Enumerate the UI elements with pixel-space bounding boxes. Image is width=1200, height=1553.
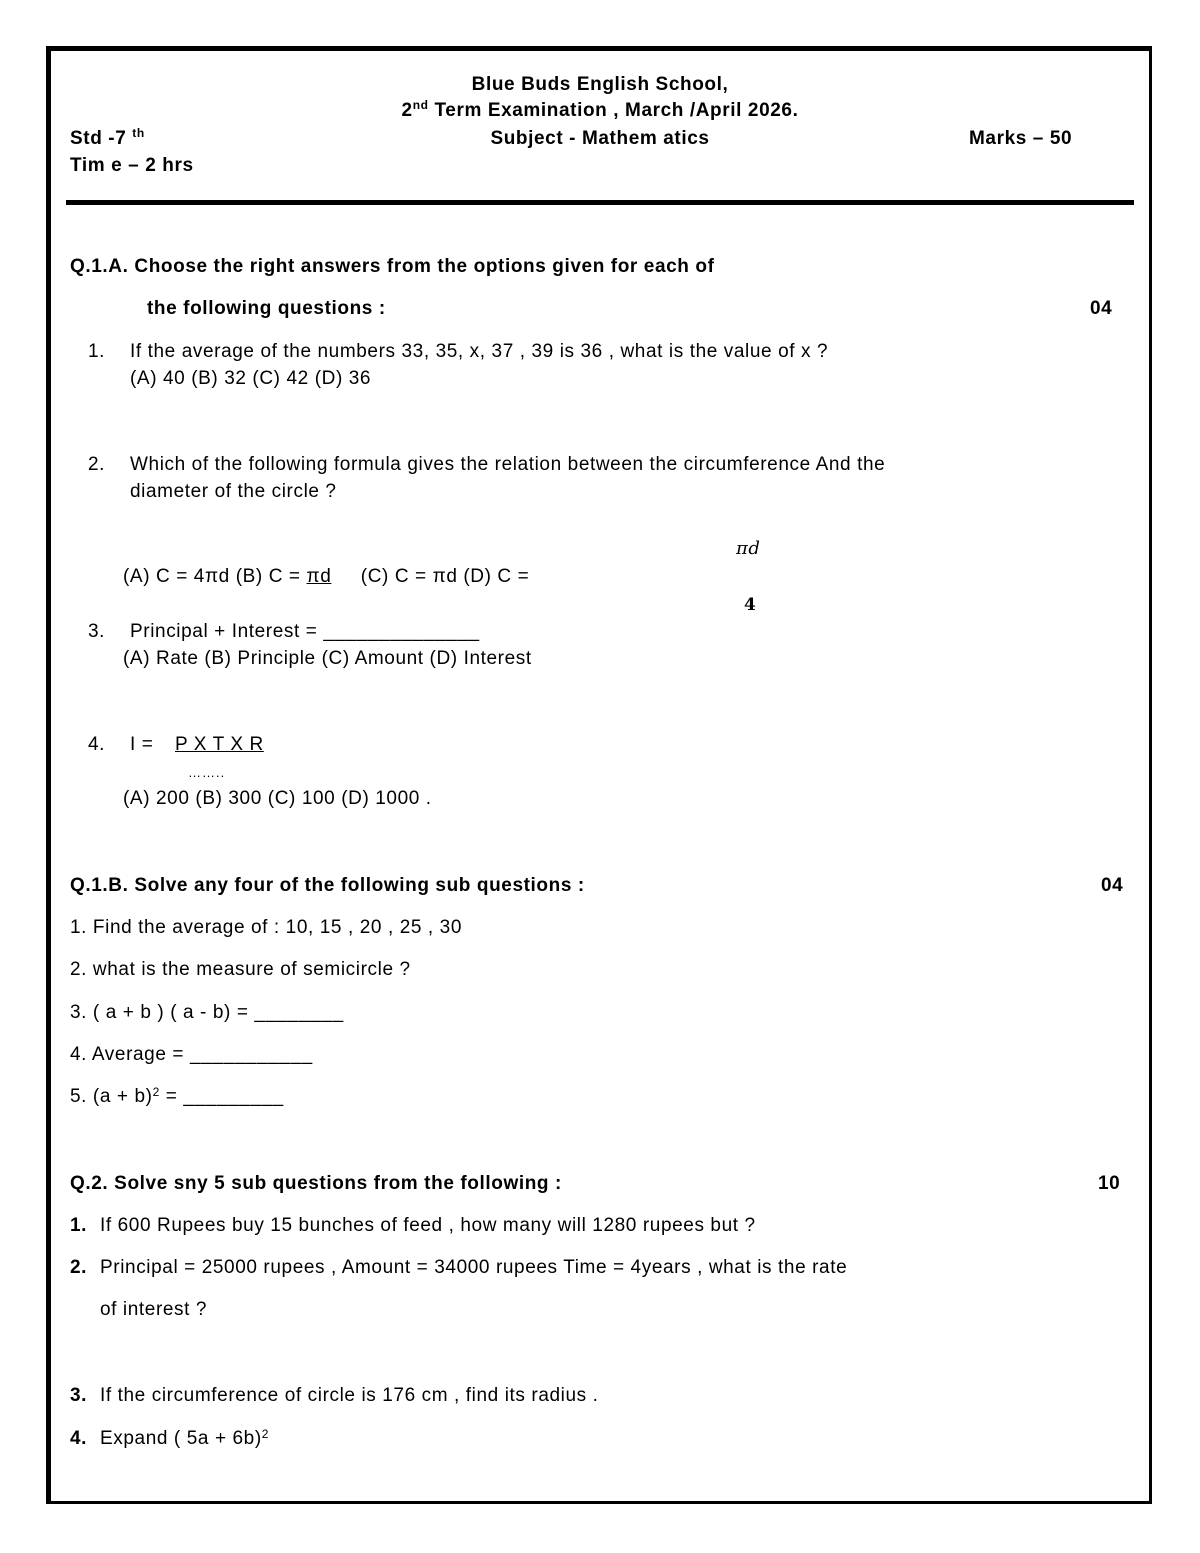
- q1a-2-fraction-denominator: 4: [744, 595, 757, 615]
- q1b-item: 4. Average = ___________: [70, 1044, 313, 1065]
- q1a-1-options: (A) 40 (B) 32 (C) 42 (D) 36: [130, 368, 372, 389]
- q2-1-number: 1.: [70, 1215, 88, 1236]
- q1b-item: 3. ( a + b ) ( a - b) = ________: [70, 1002, 344, 1023]
- q1a-2-text-cont: diameter of the circle ?: [130, 481, 337, 502]
- q1a-1-number: 1.: [88, 341, 106, 362]
- q2-4-number: 4.: [70, 1428, 88, 1449]
- school-name: Blue Buds English School,: [471, 74, 729, 95]
- q1a-1-text: If the average of the numbers 33, 35, x, 37 , 39 is 36 , what is the value of x ?: [130, 341, 829, 362]
- q1a-2-options-ab: (A) C = 4πd (B) C =: [123, 566, 301, 587]
- exam-title-text: Term Examination , March /April 2026.: [434, 100, 799, 121]
- q1b-item5-exponent: 2: [152, 1085, 160, 1099]
- q2-3-text: If the circumference of circle is 176 cm , find its radius .: [100, 1385, 599, 1406]
- q1a-3-options: (A) Rate (B) Principle (C) Amount (D) Interest: [123, 648, 532, 669]
- standard: [70, 128, 145, 150]
- q1a-4-options: (A) 200 (B) 300 (C) 100 (D) 1000 .: [123, 788, 432, 809]
- q1b-title: Q.1.B. Solve any four of the following sub questions :: [70, 875, 585, 896]
- q1a-2-options: [123, 566, 529, 588]
- exam-title: [300, 100, 900, 122]
- q1a-title-cont: the following questions :: [147, 298, 386, 319]
- q1a-2-number: 2.: [88, 454, 106, 475]
- standard-suffix: th: [132, 126, 145, 140]
- q1a-marks: 04: [1090, 298, 1113, 319]
- q1b-item5-blank: = _________: [159, 1086, 284, 1107]
- q1a-4-formula: P X T X R: [175, 734, 264, 755]
- q1a-2-fraction-numerator: πd: [736, 538, 761, 559]
- q1b-item: 1. Find the average of : 10, 15 , 20 , 25 , 30: [70, 917, 463, 938]
- q1b-item: [70, 1086, 284, 1108]
- q2-2-text: Principal = 25000 rupees , Amount = 34000 rupees Time = 4years , what is the rate: [100, 1257, 848, 1278]
- exam-duration: Tim e – 2 hrs: [70, 155, 194, 176]
- q1a-2-options-cd: (C) C = πd (D) C =: [360, 566, 530, 587]
- subject-line: Subject - Mathem atics: [490, 128, 710, 149]
- q1a-2-text: Which of the following formula gives the relation between the circumference And the: [130, 454, 886, 475]
- q2-2-number: 2.: [70, 1257, 88, 1278]
- standard-text: Std -7: [70, 128, 127, 149]
- q2-4-text: [100, 1428, 269, 1450]
- q1a-3-number: 3.: [88, 621, 106, 642]
- q1a-4-lhs: I =: [130, 734, 154, 755]
- q2-1-text: If 600 Rupees buy 15 bunches of feed , how many will 1280 rupees but ?: [100, 1215, 756, 1236]
- q1a-4-denominator-dots: ……..: [188, 765, 226, 780]
- q1a-2-option-b-formula: πd: [306, 566, 332, 587]
- q1a-title: Q.1.A. Choose the right answers from the options given for each of: [70, 256, 715, 277]
- q2-title: Q.2. Solve sny 5 sub questions from the following :: [70, 1173, 562, 1194]
- q2-2-text-cont: of interest ?: [100, 1299, 208, 1320]
- exam-number-suffix: nd: [412, 98, 429, 112]
- q1a-3-text: Principal + Interest = ______________: [130, 621, 480, 642]
- header-divider: [66, 200, 1134, 205]
- total-marks: Marks – 50: [969, 128, 1073, 149]
- q2-4-expression: Expand ( 5a + 6b): [100, 1428, 262, 1449]
- q1b-marks: 04: [1101, 875, 1124, 896]
- q2-3-number: 3.: [70, 1385, 88, 1406]
- q2-4-exponent: 2: [261, 1427, 270, 1441]
- q1b-item: 2. what is the measure of semicircle ?: [70, 959, 411, 980]
- q1a-4-number: 4.: [88, 734, 106, 755]
- q2-marks: 10: [1098, 1173, 1121, 1194]
- exam-number: 2: [401, 100, 413, 121]
- q1b-item5-text: 5. (a + b): [70, 1086, 153, 1107]
